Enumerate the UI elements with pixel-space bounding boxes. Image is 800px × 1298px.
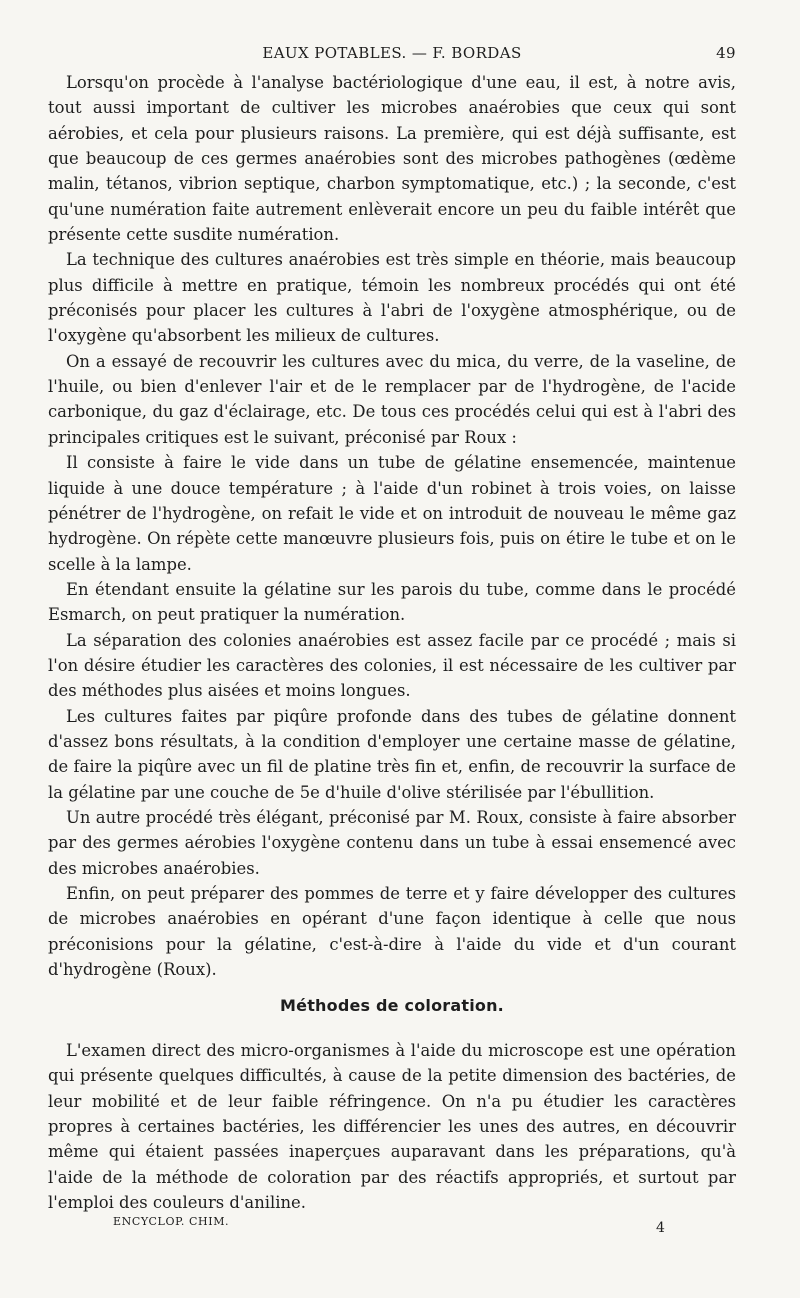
page-number: 49 xyxy=(716,44,736,62)
running-head-title: EAUX POTABLES. — F. BORDAS xyxy=(262,44,522,62)
running-head xyxy=(48,44,736,66)
section-heading: Méthodes de coloration. xyxy=(280,996,504,1015)
paragraph: Les cultures faites par piqûre profonde dans des tubes de gélatine donnent d'assez bons résultats, à la condition d'employer une certaine masse de gélatine, de faire la piqûre avec un fil de platine très fin et, enfin, de recouvrir la surface de la gélatine par une couche de 5e d'huile d'olive stérilisée par l'ébullition. xyxy=(48,706,736,802)
signature-mark: ENCYCLOP. CHIM. xyxy=(113,1215,230,1228)
paragraph: La séparation des colonies anaérobies est assez facile par ce procédé ; mais si l'on désire étudier les caractères des colonies, il est nécessaire de les cultiver par des méthodes plus aisées et moins longues. xyxy=(48,630,736,701)
sheet-number: 4 xyxy=(656,1220,665,1236)
paragraph: Enfin, on peut préparer des pommes de terre et y faire développer des cultures de microbes anaérobies en opérant d'une façon identique à celle que nous préconisions pour la gélatine, c'est-à-dire à l'aide du vide et d'un courant d'hydrogène (Roux). xyxy=(48,884,736,980)
body-text xyxy=(48,70,736,982)
paragraph: Un autre procédé très élégant, préconisé par M. Roux, consiste à faire absorber par des germes aérobies l'oxygène contenu dans un tube à essai ensemencé avec des microbes anaérobies. xyxy=(48,807,736,878)
paragraph: L'examen direct des micro-organismes à l'aide du microscope est une opération qui présente quelques difficultés, à cause de la petite dimension des bactéries, de leur mobilité et de leur faible réfringence. On n'a pu étudier les caractères propres à certaines bactéries, les différencier les unes des autres, en découvrir même qui étaient passées inaperçues auparavant dans les préparations, qu'à l'aide de la méthode de coloration par des réactifs appropriés, et surtout par l'emploi des couleurs d'aniline. xyxy=(48,1041,736,1213)
paragraph: On a essayé de recouvrir les cultures avec du mica, du verre, de la vaseline, de l'huile, ou bien d'enlever l'air et de le remplacer par de l'hydrogène, de l'acide carbonique, du gaz d'éclairage, etc. De tous ces procédés celui qui est à l'abri des principales critiques est le suivant, préconisé par Roux : xyxy=(48,351,736,447)
paragraph: En étendant ensuite la gélatine sur les parois du tube, comme dans le procédé Esmarch, on peut pratiquer la numération. xyxy=(48,579,736,625)
paragraph: Il consiste à faire le vide dans un tube de gélatine ensemencée, maintenue liquide à une douce température ; à l'aide d'un robinet à trois voies, on laisse pénétrer de l'hydrogène, on refait le vide et on introduit de nouveau le même gaz hydrogène. On répète cette manœuvre plusieurs fois, puis on étire le tube et on le scelle à la lampe. xyxy=(48,453,736,574)
paragraph: Lorsqu'on procède à l'analyse bactériologique d'une eau, il est, à notre avis, tout aussi important de cultiver les microbes anaérobies que ceux qui sont aérobies, et cela pour plusieurs raisons. La première, qui est déjà suffisante, est que beaucoup de ces germes anaérobies sont des microbes pathogènes (œdème malin, tétanos, vibrion septique, charbon symptomatique, etc.) ; la seconde, c'est qu'une numération faite autrement enlèverait encore un peu du faible intérêt que présente cette susdite numération. xyxy=(48,73,736,245)
section-body xyxy=(48,1038,736,1215)
paragraph: La technique des cultures anaérobies est très simple en théorie, mais beaucoup plus difficile à mettre en pratique, témoin les nombreux procédés qui ont été préconisés pour placer les cultures à l'abri de l'oxygène atmosphérique, ou de l'oxygène qu'absorbent les milieux de cultures. xyxy=(48,250,736,346)
